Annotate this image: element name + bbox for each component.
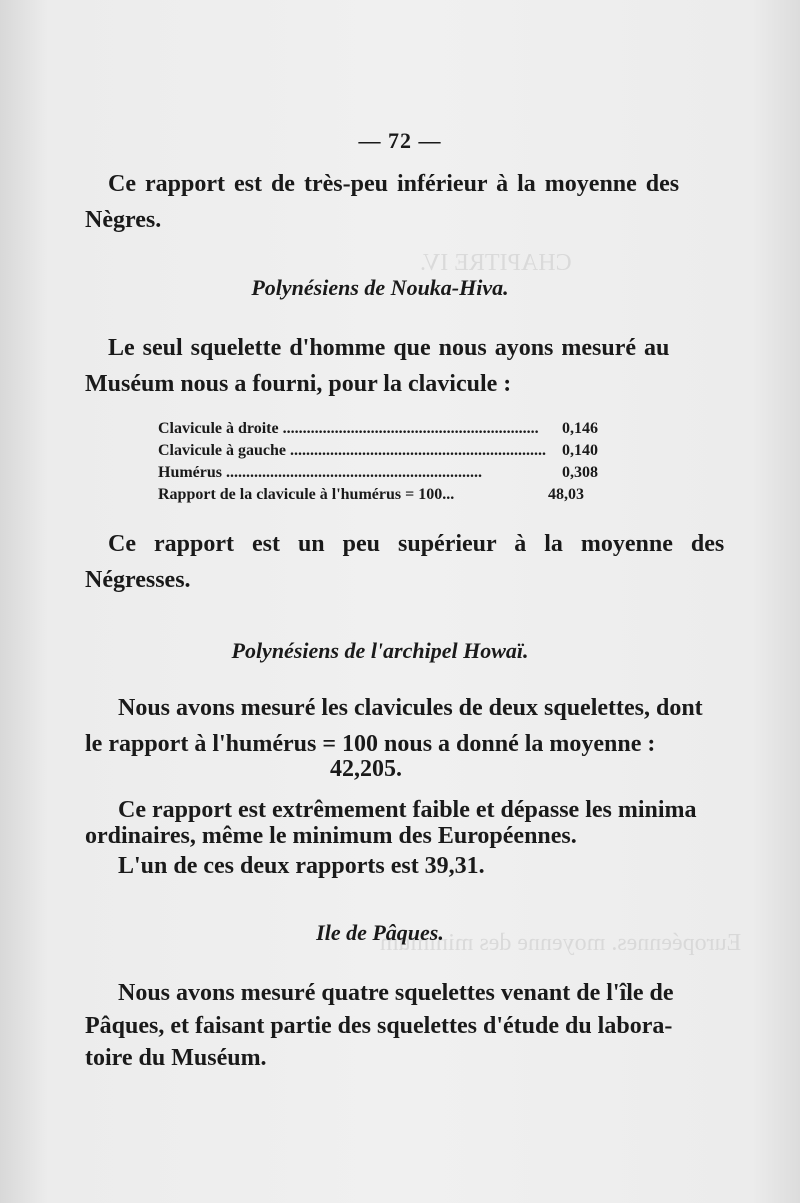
section-heading-nouka-hiva: Polynésiens de Nouka-Hiva. xyxy=(251,275,509,300)
paragraph-line: L'un de ces deux rapports est 39,31. xyxy=(118,853,485,879)
measurement-row xyxy=(158,420,598,438)
paragraph-line: ordinaires, même le minimum des Européennes. xyxy=(85,823,577,849)
measurement-row xyxy=(158,486,584,504)
paragraph-line: Ce rapport est extrêmement faible et dépasse les minima xyxy=(118,797,697,823)
paragraph-line: 42,205. xyxy=(330,756,402,782)
measurement-row xyxy=(158,442,598,460)
paragraph-line: Nègres. xyxy=(85,207,162,233)
bleed-through-text: Européennes. moyenne des minimum xyxy=(380,930,742,956)
paragraph-line: toire du Muséum. xyxy=(85,1045,267,1071)
measurement-value: 0,308 xyxy=(562,464,598,481)
paragraph-line: Ce rapport est de très-peu inférieur à la moyenne des xyxy=(108,171,680,197)
paragraph-line: Nous avons mesuré quatre squelettes venant de l'île de xyxy=(118,980,674,1006)
paragraph-line: le rapport à l'humérus = 100 nous a donné la moyenne : xyxy=(85,731,656,757)
measurement-label: Clavicule à droite ..... xyxy=(158,420,558,438)
paragraph-line: Nous avons mesuré les clavicules de deux squelettes, dont xyxy=(118,695,703,721)
measurement-row xyxy=(158,464,598,482)
paragraph-line: Négresses. xyxy=(85,567,191,593)
measurement-value: 48,03 xyxy=(548,486,584,503)
page-number: — 72 — xyxy=(358,128,442,153)
paragraph-line: Le seul squelette d'homme que nous ayons mesuré au xyxy=(108,335,670,361)
paragraph-line: Pâques, et faisant partie des squelettes d'étude du labora- xyxy=(85,1013,673,1039)
paragraph-line: Ce rapport est un peu supérieur à la moyenne des xyxy=(108,531,725,557)
measurement-label: Clavicule à gauche ..... xyxy=(158,442,558,460)
paragraph-line: Muséum nous a fourni, pour la clavicule : xyxy=(85,371,512,397)
bleed-through-text: CHAPITRE IV. xyxy=(420,250,572,276)
measurement-label: Rapport de la clavicule à l'humérus = 100... xyxy=(158,486,455,503)
section-heading-howai: Polynésiens de l'archipel Howaï. xyxy=(231,638,529,663)
section-heading-ile-de-paques: Ile de Pâques. xyxy=(316,920,444,945)
measurement-value: 0,140 xyxy=(562,442,598,459)
measurement-value: 0,146 xyxy=(562,420,598,437)
measurement-label: Humérus ..... xyxy=(158,464,558,482)
